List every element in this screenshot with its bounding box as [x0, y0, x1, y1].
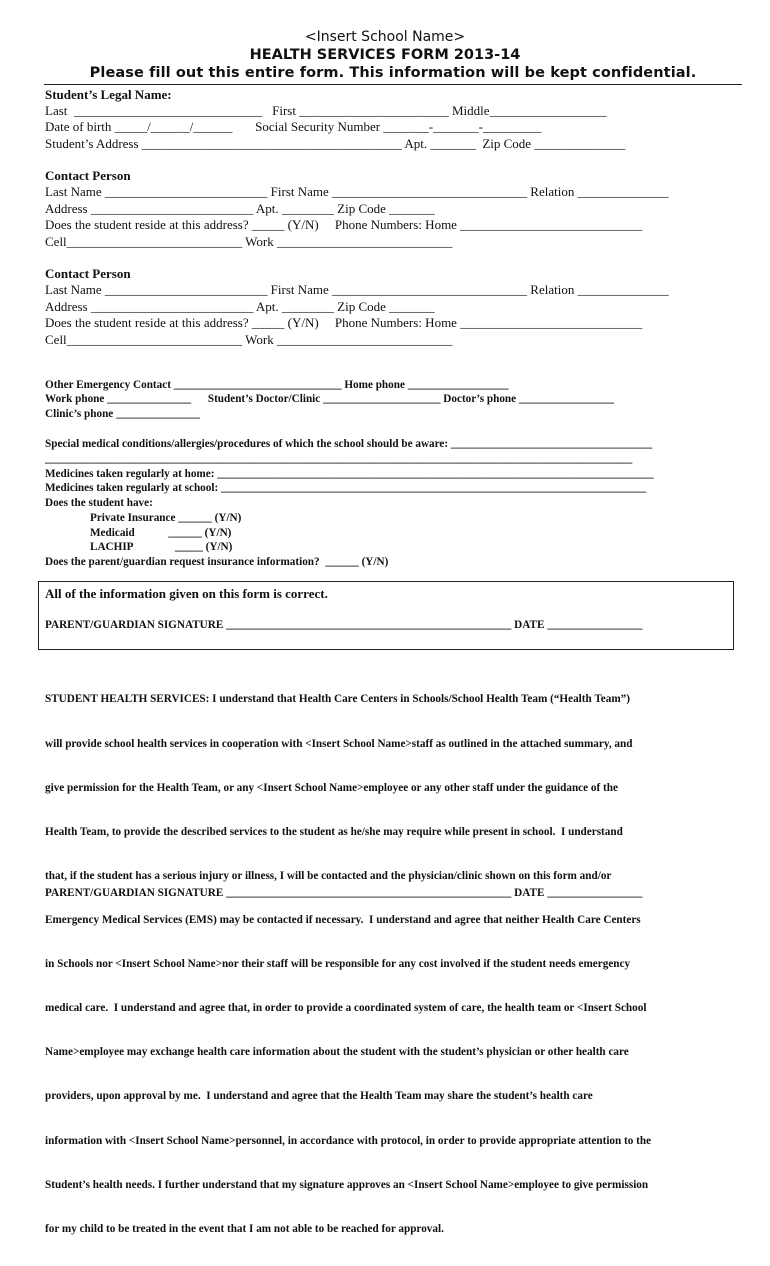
student-address-fields[interactable]: Student’s Address ________________________________________ Apt. _______ Zip Code ______________: [45, 136, 626, 151]
school-medicines-field[interactable]: Medicines taken regularly at school: ____________________________________________________________________________: [45, 482, 647, 494]
medicaid-field[interactable]: Medicaid ______ (Y/N): [90, 527, 232, 539]
special-conditions-field[interactable]: Special medical conditions/allergies/procedures of which the school should be aware: ____________________________________: [45, 438, 653, 450]
consent-paragraph: [45, 663, 735, 1266]
work-doctor-phone-fields[interactable]: Work phone _______________ Student’s Doctor/Clinic _____________________ Doctor’s phone _________________: [45, 393, 615, 405]
consent-line: will provide school health services in cooperation with <Insert School Name>staff as outlined in the attached summary, and: [45, 737, 633, 750]
consent-line: providers, upon approval by me. I understand and agree that the Health Team may share the student’s health care: [45, 1090, 593, 1103]
other-emergency-contact-fields[interactable]: Other Emergency Contact ______________________________ Home phone __________________: [45, 379, 509, 391]
contact-person-2-heading: Contact Person: [45, 266, 131, 281]
consent-line: Name>employee may exchange health care information about the student with the student’s physician or other health care: [45, 1046, 629, 1059]
contact-1-name-fields[interactable]: Last Name _________________________ First Name ______________________________ Relation ______________: [45, 184, 669, 199]
contact-2-reside-phone-fields[interactable]: Does the student reside at this address? _____ (Y/N) Phone Numbers: Home ____________________________: [45, 315, 643, 330]
confirmation-statement: All of the information given on this form is correct.: [45, 586, 328, 601]
student-legal-name-heading: Student’s Legal Name:: [45, 87, 172, 102]
confirmation-signature-date-fields[interactable]: PARENT/GUARDIAN SIGNATURE ___________________________________________________ DATE _________________: [45, 619, 643, 631]
contact-2-cell-work-fields[interactable]: Cell___________________________ Work ___________________________: [45, 332, 453, 347]
contact-1-cell-work-fields[interactable]: Cell___________________________ Work ___________________________: [45, 234, 453, 249]
consent-line: Emergency Medical Services (EMS) may be contacted if necessary. I understand and agree that neither Health Care Centers: [45, 913, 641, 926]
contact-2-name-fields[interactable]: Last Name _________________________ First Name ______________________________ Relation ______________: [45, 282, 669, 297]
insurance-request-field[interactable]: Does the parent/guardian request insurance information? ______ (Y/N): [45, 556, 389, 568]
contact-1-reside-phone-fields[interactable]: Does the student reside at this address? _____ (Y/N) Phone Numbers: Home ____________________________: [45, 217, 643, 232]
form-title: HEALTH SERVICES FORM 2013-14: [249, 47, 521, 63]
consent-line: that, if the student has a serious injury or illness, I will be contacted and the physician/clinic shown on this form and/or: [45, 869, 612, 882]
header-divider: [44, 84, 742, 85]
home-medicines-field[interactable]: Medicines taken regularly at home: ______________________________________________________________________________: [45, 468, 654, 480]
form-instruction: Please fill out this entire form. This information will be kept confidential.: [89, 65, 697, 81]
consent-line: for my child to be treated in the event that I am not able to be reached for approval.: [45, 1222, 444, 1235]
consent-line: Health Team, to provide the described services to the student as he/she may require while present in school. I understand: [45, 825, 623, 838]
private-insurance-field[interactable]: Private Insurance ______ (Y/N): [90, 512, 242, 524]
contact-1-address-fields[interactable]: Address _________________________ Apt. ________ Zip Code _______: [45, 201, 435, 216]
coverage-heading: Does the student have:: [45, 497, 153, 509]
clinic-phone-field[interactable]: Clinic’s phone _______________: [45, 408, 200, 420]
consent-line: in Schools nor <Insert School Name>nor their staff will be responsible for any cost involved if the student needs emergency: [45, 958, 631, 971]
consent-line: STUDENT HEALTH SERVICES: I understand that Health Care Centers in Schools/School Health Team (“Health Team”): [45, 693, 630, 706]
student-dob-ssn-fields[interactable]: Date of birth _____/______/______ Social Security Number _______-_______-_________: [45, 119, 542, 134]
student-name-fields[interactable]: Last _____________________________ First _______________________ Middle__________________: [45, 103, 607, 118]
contact-2-address-fields[interactable]: Address _________________________ Apt. ________ Zip Code _______: [45, 299, 435, 314]
school-name-placeholder: <Insert School Name>: [304, 29, 466, 45]
lachip-field[interactable]: LACHIP _____ (Y/N): [90, 541, 233, 553]
consent-line: give permission for the Health Team, or any <Insert School Name>employee or any other staff under the guidance of the: [45, 781, 618, 794]
special-conditions-field-continued[interactable]: _________________________________________________________________________________________________________: [45, 453, 633, 465]
consent-line: medical care. I understand and agree that, in order to provide a coordinated system of care, the health team or <Insert School: [45, 1002, 647, 1015]
contact-person-1-heading: Contact Person: [45, 168, 131, 183]
consent-line: Student’s health needs. I further understand that my signature approves an <Insert School Name>employee to give permission: [45, 1178, 649, 1191]
consent-line: information with <Insert School Name>personnel, in accordance with protocol, in order to provide appropriate attention to the: [45, 1134, 652, 1147]
consent-signature-date-fields[interactable]: PARENT/GUARDIAN SIGNATURE ___________________________________________________ DATE _________________: [45, 887, 643, 899]
